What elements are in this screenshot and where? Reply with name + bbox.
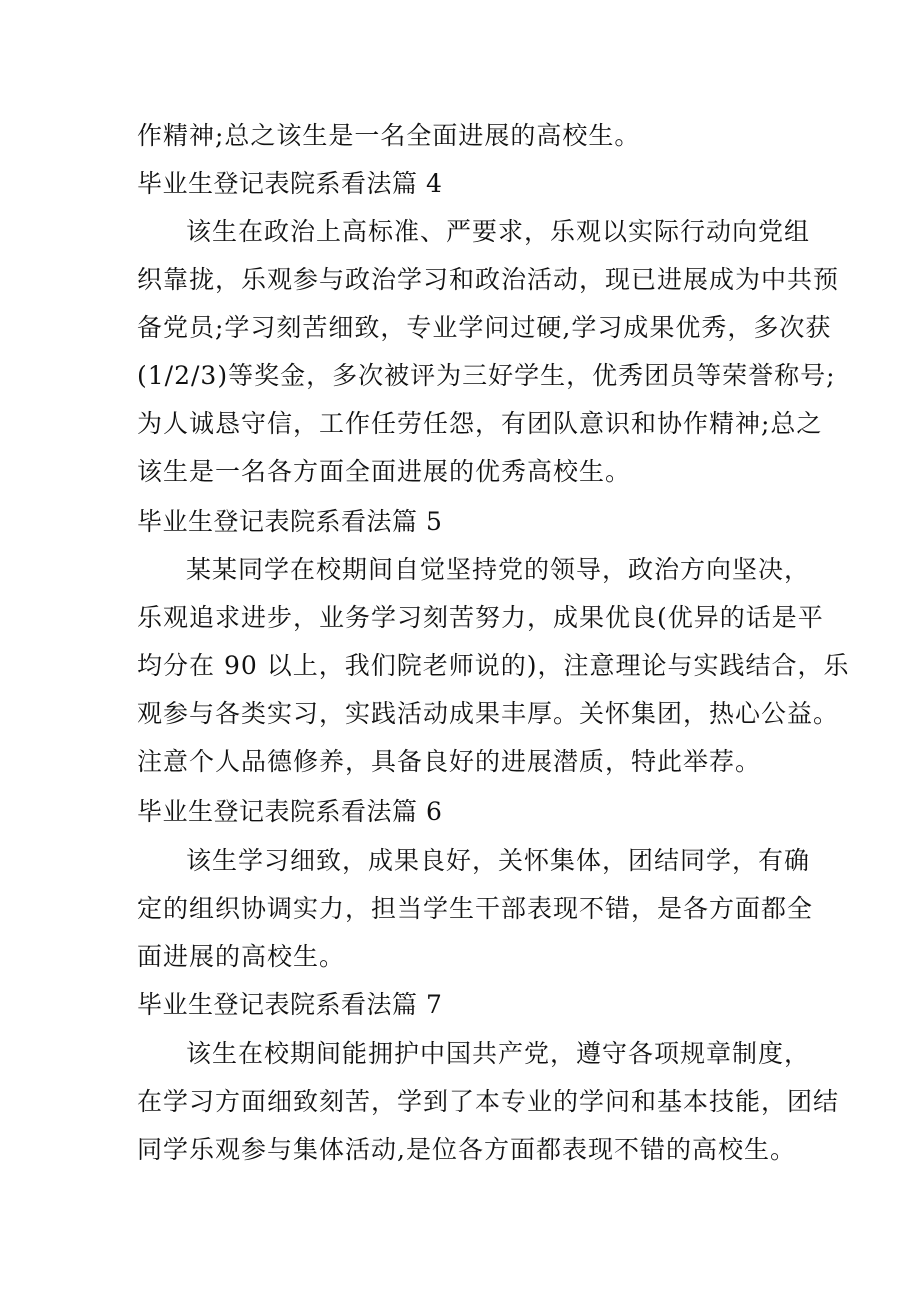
paragraph-line: 备党员;学习刻苦细致，专业学问过硬,学习成果优秀，多次获: [137, 313, 832, 342]
paragraph-line: 该生在政治上高标准、严要求，乐观以实际行动向党组: [186, 217, 811, 246]
section-heading-6: 毕业生登记表院系看法篇 6: [137, 797, 443, 826]
paragraph-line: 某某同学在校期间自觉坚持党的领导，政治方向坚决，: [186, 555, 811, 584]
paragraph-line: 乐观追求进步，业务学习刻苦努力，成果优良(优异的话是平: [137, 603, 824, 632]
section-heading-5: 毕业生登记表院系看法篇 5: [137, 507, 443, 536]
paragraph-line: 注意个人品德修养，具备良好的进展潜质，特此举荐。: [137, 747, 762, 776]
section-heading-4: 毕业生登记表院系看法篇 4: [137, 169, 443, 198]
paragraph-line: 同学乐观参与集体活动,是位各方面都表现不错的高校生。: [137, 1135, 796, 1164]
paragraph-line: 观参与各类实习，实践活动成果丰厚。关怀集团，热心公益。: [137, 699, 840, 728]
paragraph-line: 为人诚恳守信，工作任劳任怨，有团队意识和协作精神;总之: [137, 409, 823, 438]
section-heading-7: 毕业生登记表院系看法篇 7: [137, 990, 443, 1019]
paragraph-line: 均分在 90 以上，我们院老师说的)，注意理论与实践结合，乐: [137, 651, 850, 680]
paragraph-line: 该生学习细致，成果良好，关怀集体，团结同学，有确: [186, 846, 811, 875]
paragraph-line: (1/2/3)等奖金，多次被评为三好学生，优秀团员等荣誉称号;: [137, 361, 836, 390]
paragraph-line: 该生是一名各方面全面进展的优秀高校生。: [137, 457, 632, 486]
paragraph-line: 该生在校期间能拥护中国共产党，遵守各项规章制度，: [186, 1039, 811, 1068]
paragraph-line: 织靠拢，乐观参与政治学习和政治活动，现已进展成为中共预: [137, 265, 840, 294]
paragraph-line: 定的组织协调实力，担当学生干部表现不错，是各方面都全: [137, 894, 814, 923]
paragraph-line: 作精神;总之该生是一名全面进展的高校生。: [137, 121, 641, 150]
paragraph-line: 面进展的高校生。: [137, 942, 346, 971]
paragraph-line: 在学习方面细致刻苦，学到了本专业的学问和基本技能，团结: [137, 1087, 840, 1116]
